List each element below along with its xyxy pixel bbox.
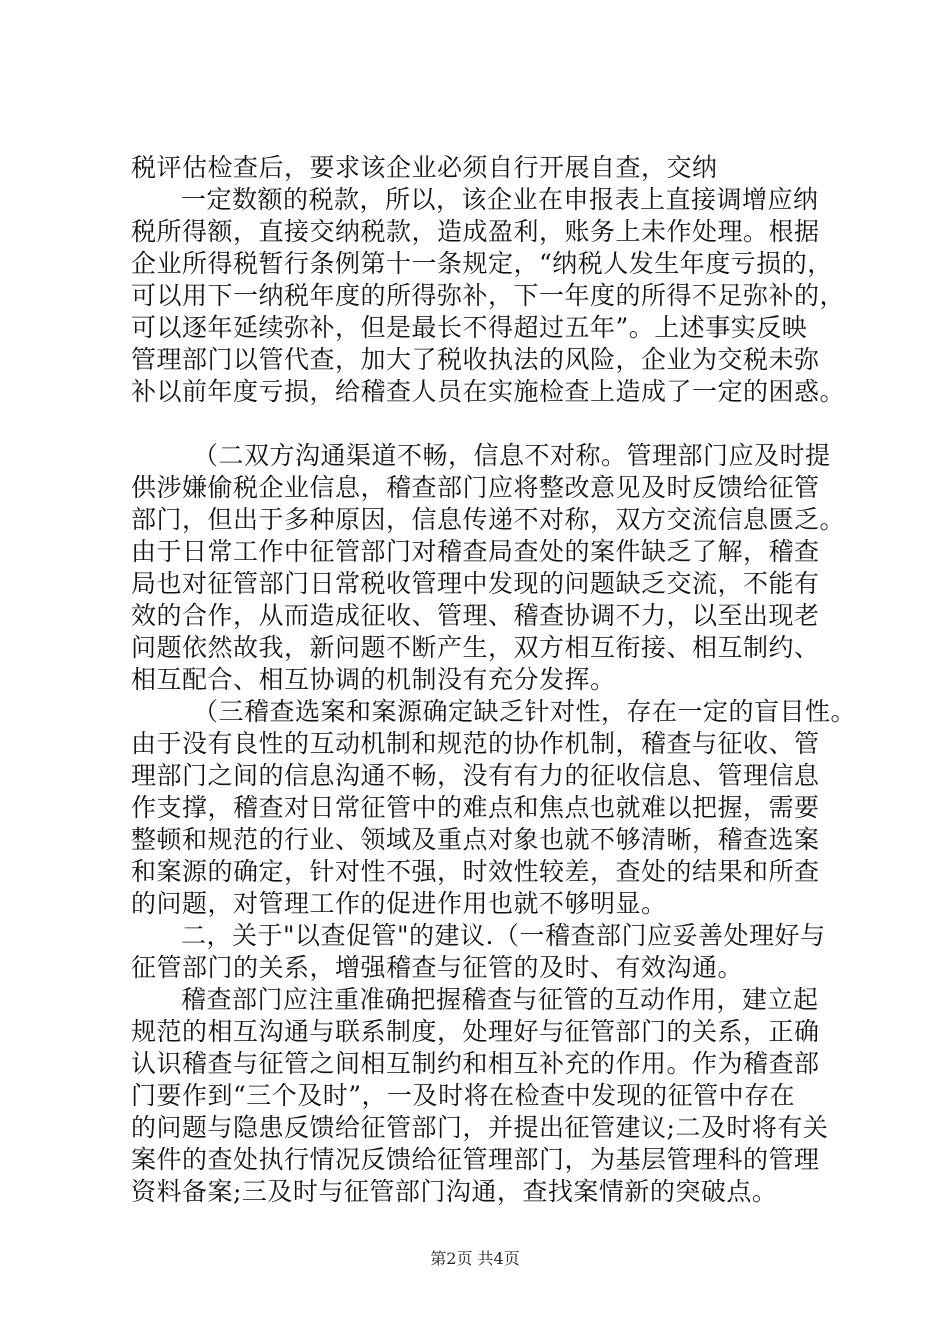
- text-line: 资料备案;三及时与征管部门沟通，查找案情新的突破点。: [131, 1177, 778, 1206]
- page-number: 第2页 共4页: [430, 1249, 520, 1268]
- text-line: 效的合作，从而造成征收、管理、稽查协调不力，以至出现老: [131, 601, 820, 630]
- text-line: 的问题，对管理工作的促进作用也就不够明显。: [131, 889, 667, 918]
- text-line: 征管部门的关系，增强稽查与征管的及时、有效沟通。: [131, 953, 744, 982]
- text-line: 税评估检查后，要求该企业必须自行开展自查，交纳: [131, 153, 718, 182]
- text-line: 局也对征管部门日常税收管理中发现的问题缺乏交流，不能有: [131, 569, 820, 598]
- text-line: 部门，但出于多种原因，信息传递不对称，双方交流信息匮乏。: [131, 505, 846, 534]
- text-line: 补以前年度亏损，给稽查人员在实施检查上造成了一定的困惑。: [131, 377, 846, 406]
- section-heading-line: 二，关于"以查促管"的建议.（一稽查部门应妥善处理好与: [181, 921, 826, 950]
- text-line: 企业所得税暂行条例第十一条规定，“纳税人发生年度亏损的，: [131, 249, 833, 278]
- text-line: 税所得额，直接交纳税款，造成盈利，账务上未作处理。根据: [131, 217, 820, 246]
- text-line: 规范的相互沟通与联系制度，处理好与征管部门的关系，正确: [131, 1017, 820, 1046]
- text-line: 和案源的确定，针对性不强，时效性较差，查处的结果和所查: [131, 857, 820, 886]
- paragraph-spacer: [131, 408, 831, 440]
- text-line: 理部门之间的信息沟通不畅，没有有力的征收信息、管理信息: [131, 761, 820, 790]
- page-footer: [0, 1246, 950, 1269]
- text-line: （二双方沟通渠道不畅，信息不对称。管理部门应及时提: [193, 441, 831, 470]
- text-line: 作支撑，稽查对日常征管中的难点和焦点也就难以把握，需要: [131, 793, 820, 822]
- text-line: 整顿和规范的行业、领域及重点对象也就不够清晰，稽查选案: [131, 825, 820, 854]
- paragraph: [131, 152, 846, 408]
- text-line: 认识稽查与征管之间相互制约和相互补充的作用。作为稽查部: [131, 1049, 820, 1078]
- text-line: 供涉嫌偷税企业信息，稽查部门应将整改意见及时反馈给征管: [131, 473, 820, 502]
- text-line: 由于日常工作中征管部门对稽查局查处的案件缺乏了解，稽查: [131, 537, 820, 566]
- paragraph: [131, 984, 831, 1208]
- text-line: 相互配合、相互协调的机制没有充分发挥。: [131, 665, 616, 694]
- text-line: 问题依然故我，新问题不断产生，双方相互衔接、相互制约、: [131, 633, 820, 662]
- text-line: 一定数额的税款，所以，该企业在申报表上直接调增应纳: [181, 185, 819, 214]
- paragraph: [131, 440, 846, 696]
- text-line: 稽查部门应注重准确把握稽查与征管的互动作用，建立起: [181, 985, 819, 1014]
- text-line: 管理部门以管代查，加大了税收执法的风险，企业为交税未弥: [131, 345, 820, 374]
- text-line: 的问题与隐患反馈给征管部门，并提出征管建议;二及时将有关: [131, 1113, 829, 1142]
- text-line: 可以逐年延续弥补，但是最长不得超过五年”。上述事实反映: [131, 313, 808, 342]
- paragraph: [131, 920, 831, 984]
- text-line: （三稽查选案和案源确定缺乏针对性，存在一定的盲目性。: [193, 697, 857, 726]
- text-line: 由于没有良性的互动机制和规范的协作机制，稽查与征收、管: [131, 729, 820, 758]
- text-line: 可以用下一纳税年度的所得弥补，下一年度的所得不足弥补的，: [131, 281, 846, 310]
- text-line: 门要作到“三个及时”，一及时将在检查中发现的征管中存在: [131, 1081, 796, 1110]
- text-line: 案件的查处执行情况反馈给征管理部门，为基层管理科的管理: [131, 1145, 820, 1174]
- paragraph: [131, 696, 857, 920]
- document-body: [131, 152, 857, 1208]
